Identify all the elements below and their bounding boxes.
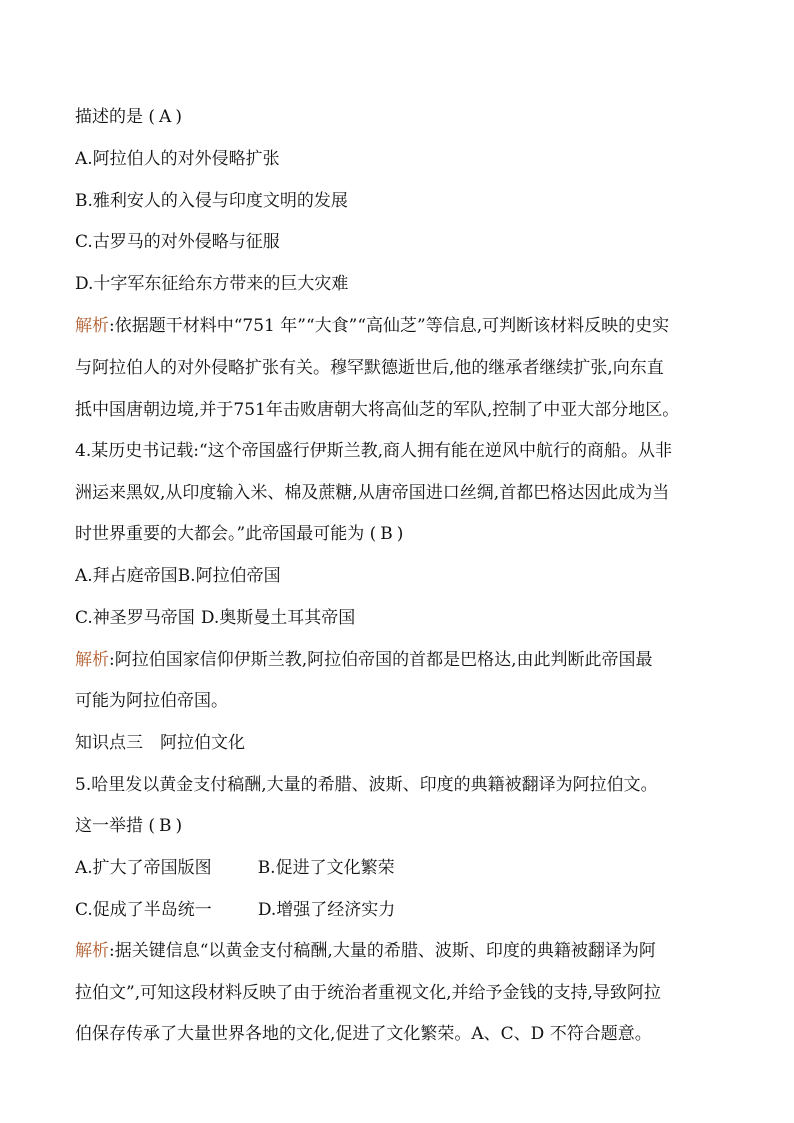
q4-option-c: C.神圣罗马帝国 bbox=[75, 608, 195, 628]
q3-stem-line: 描述的是 ( A ) bbox=[75, 107, 182, 127]
q3-analysis-line bbox=[75, 314, 725, 338]
q4-analysis-text: :阿拉伯国家信仰伊斯兰教,阿拉伯帝国的首都是巴格达,由此判断此帝国最 bbox=[109, 650, 653, 670]
q5-analysis-text: :据关键信息“以黄金支付稿酬,大量的希腊、波斯、印度的典籍被翻译为阿 bbox=[109, 941, 656, 961]
q4-analysis-line bbox=[75, 648, 725, 672]
q5-options-ab bbox=[75, 856, 725, 880]
q3-option-a: A.阿拉伯人的对外侵略扩张 bbox=[75, 149, 280, 169]
q3-analysis-label: 解析 bbox=[75, 316, 109, 336]
q3-analysis-text: :依据题干材料中“751 年”“大食”“高仙芝”等信息,可判断该材料反映的史实 bbox=[109, 316, 670, 336]
q5-analysis-line: 伯保存传承了大量世界各地的文化,促进了文化繁荣。A、C、D 不符合题意。 bbox=[75, 1024, 652, 1044]
q3-option-c: C.古罗马的对外侵略与征服 bbox=[75, 232, 280, 252]
section-heading: 知识点三 阿拉伯文化 bbox=[75, 733, 245, 753]
q5-analysis-label: 解析 bbox=[75, 941, 109, 961]
q3-option-d: D.十字军东征给东方带来的巨大灾难 bbox=[75, 274, 349, 294]
q3-analysis-line: 抵中国唐朝边境,并于751年击败唐朝大将高仙芝的军队,控制了中亚大部分地区。 bbox=[75, 400, 680, 420]
q5-analysis-line bbox=[75, 939, 725, 963]
q4-stem-tail: 时世界重要的大都会。”此帝国最可能为 bbox=[75, 524, 365, 544]
q5-option-c: C.促成了半岛统一 bbox=[75, 900, 212, 920]
q5-stem-tail: 这一举措 bbox=[75, 816, 143, 836]
q4-option-a: A.拜占庭帝国 bbox=[75, 566, 178, 586]
q5-option-d: D.增强了经济实力 bbox=[257, 900, 396, 920]
q4-answer: B bbox=[380, 524, 393, 544]
q3-option-b: B.雅利安人的入侵与印度文明的发展 bbox=[75, 191, 348, 211]
q4-stem-line: 洲运来黑奴,从印度输入米、棉及蔗糖,从唐帝国进口丝绸,首都巴格达因此成为当 bbox=[75, 483, 670, 503]
q4-option-d: D.奥斯曼土耳其帝国 bbox=[200, 608, 356, 628]
q3-stem-tail: 描述的是 bbox=[75, 107, 143, 127]
q5-stem-line: 5.哈里发以黄金支付稿酬,大量的希腊、波斯、印度的典籍被翻译为阿拉伯文。 bbox=[75, 775, 658, 795]
q4-options-ab bbox=[75, 564, 725, 588]
q5-analysis-line: 拉伯文”,可知这段材料反映了由于统治者重视文化,并给予金钱的支持,导致阿拉 bbox=[75, 983, 661, 1003]
q5-option-a: A.扩大了帝国版图 bbox=[75, 858, 212, 878]
q4-analysis-line: 可能为阿拉伯帝国。 bbox=[75, 691, 228, 711]
q4-analysis-label: 解析 bbox=[75, 650, 109, 670]
q5-options-cd bbox=[75, 898, 725, 922]
q4-options-cd bbox=[75, 606, 725, 630]
q3-answer: A bbox=[159, 107, 172, 127]
q3-analysis-line: 与阿拉伯人的对外侵略扩张有关。穆罕默德逝世后,他的继承者继续扩张,向东直 bbox=[75, 358, 664, 378]
q4-stem-line: 时世界重要的大都会。”此帝国最可能为 ( B ) bbox=[75, 524, 404, 544]
q5-answer: B bbox=[159, 816, 172, 836]
q5-option-b: B.促进了文化繁荣 bbox=[257, 858, 395, 878]
q4-stem-line: 4.某历史书记载:“这个帝国盛行伊斯兰教,商人拥有能在逆风中航行的商船。从非 bbox=[75, 441, 673, 461]
q5-stem-line: 这一举措 ( B ) bbox=[75, 816, 183, 836]
q4-option-b: B.阿拉伯帝国 bbox=[177, 566, 281, 586]
